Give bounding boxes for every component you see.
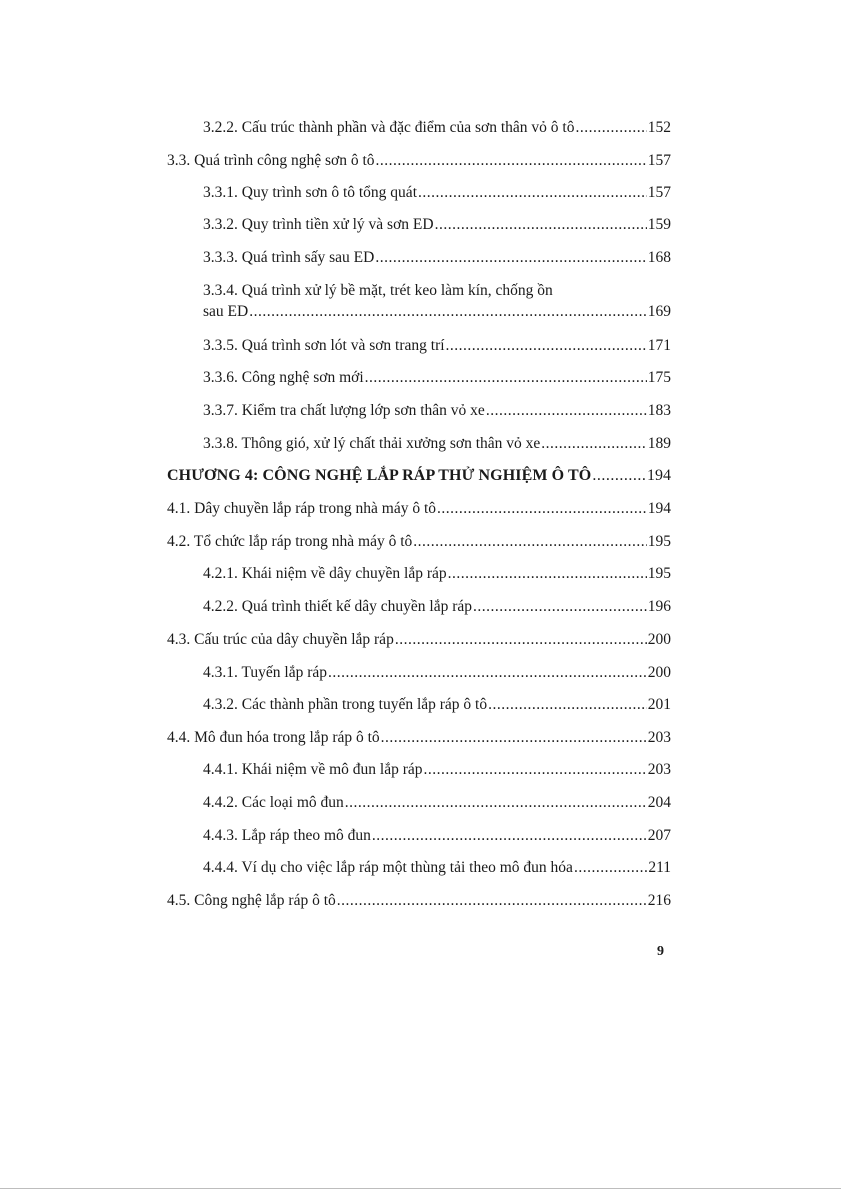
toc-entry-page: 207 [647, 827, 671, 844]
toc-entry-page: 196 [647, 598, 671, 615]
toc-entry [167, 151, 671, 171]
toc-entry-title: 4.5. Công nghệ lắp ráp ô tô [167, 892, 336, 909]
toc-entry-page: 195 [647, 533, 671, 550]
toc-entry [203, 826, 671, 846]
toc-entry-page: 157 [647, 184, 671, 201]
toc-entry [203, 695, 671, 715]
toc-leader-dots [435, 215, 647, 235]
toc-entry [203, 183, 671, 203]
toc-chapter-entry [167, 466, 671, 486]
toc-leader-dots [395, 630, 647, 650]
toc-entry-title: 3.3.1. Quy trình sơn ô tô tổng quát [203, 184, 417, 201]
toc-entry-title: 3.3.6. Công nghệ sơn mới [203, 369, 364, 386]
toc-entry-page: 194 [647, 500, 671, 517]
toc-leader-dots [448, 564, 647, 584]
toc-leader-dots [424, 760, 647, 780]
toc-entry-page: 183 [647, 402, 671, 419]
toc-entry [203, 368, 671, 388]
toc-entry-title: 4.2.2. Quá trình thiết kế dây chuyền lắp ráp [203, 598, 473, 615]
toc-entry-title: 4.3.1. Tuyến lắp ráp [203, 664, 327, 681]
toc-leader-dots [437, 499, 647, 519]
toc-leader-dots [328, 663, 647, 683]
toc-entry [203, 564, 671, 584]
toc-entry-page: 203 [647, 761, 671, 778]
toc-leader-dots [473, 597, 647, 617]
toc-leader-dots [576, 118, 647, 138]
toc-entry [203, 215, 671, 235]
toc-entry-title: 4.4.3. Lắp ráp theo mô đun [203, 827, 371, 844]
toc-entry-page: 200 [647, 664, 671, 681]
toc-entry-page: 157 [647, 152, 671, 169]
toc-entry-title: 3.3.2. Quy trình tiền xử lý và sơn ED [203, 216, 434, 233]
toc-entry-page: 189 [647, 435, 671, 452]
toc-leader-dots [574, 858, 647, 878]
toc-entry-title: 3.3.7. Kiểm tra chất lượng lớp sơn thân vỏ xe [203, 402, 485, 419]
toc-entry-page: 169 [647, 303, 671, 320]
toc-leader-dots [541, 434, 646, 454]
toc-entry-title: 4.4. Mô đun hóa trong lắp ráp ô tô [167, 729, 380, 746]
toc-entry [203, 793, 671, 813]
toc-entry-page: 211 [648, 859, 671, 876]
toc-entry [203, 434, 671, 454]
toc-entry-title: 4.3.2. Các thành phần trong tuyến lắp ráp ô tô [203, 696, 488, 713]
toc-entry-title: 3.3. Quá trình công nghệ sơn ô tô [167, 152, 375, 169]
toc-entry [167, 728, 671, 748]
toc-leader-dots [365, 368, 647, 388]
toc-entry-title: 3.2.2. Cấu trúc thành phần và đặc điểm của sơn thân vỏ ô tô [203, 119, 575, 136]
toc-entry [203, 336, 671, 356]
toc-entry-title: 3.3.3. Quá trình sấy sau ED [203, 249, 375, 266]
toc-entry [167, 891, 671, 911]
toc-entry [203, 401, 671, 421]
toc-entry-page: 195 [647, 565, 671, 582]
toc-leader-dots [418, 183, 647, 203]
toc-leader-dots [446, 336, 647, 356]
toc-entry-page: 203 [647, 729, 671, 746]
toc-entry-title: 4.1. Dây chuyền lắp ráp trong nhà máy ô tô [167, 500, 437, 517]
toc-leader-dots [376, 151, 647, 171]
toc-entry-title: 4.3. Cấu trúc của dây chuyền lắp ráp [167, 631, 394, 648]
toc-entry [203, 760, 671, 780]
toc-entry-title: 3.3.5. Quá trình sơn lót và sơn trang trí [203, 337, 445, 354]
page-edge-divider [0, 1188, 841, 1189]
toc-entry-title: 3.3.8. Thông gió, xử lý chất thải xưởng sơn thân vỏ xe [203, 435, 541, 452]
toc-entry [203, 858, 671, 878]
toc-entry-page: 168 [647, 249, 671, 266]
toc-entry [167, 499, 671, 519]
toc-chapter-title: CHƯƠNG 4: CÔNG NGHỆ LẮP RÁP THỬ NGHIỆM Ô TÔ [167, 467, 592, 484]
toc-entry-title: 4.4.4. Ví dụ cho việc lắp ráp một thùng tải theo mô đun hóa [203, 859, 573, 876]
toc-entry-title: 4.4.1. Khái niệm về mô đun lắp ráp [203, 761, 423, 778]
toc-entry-title: 4.2. Tổ chức lắp ráp trong nhà máy ô tô [167, 533, 413, 550]
toc-entry [203, 302, 671, 322]
toc-leader-dots [337, 891, 647, 911]
toc-entry-page: 171 [647, 337, 671, 354]
toc-leader-dots [375, 248, 646, 268]
toc-leader-dots [249, 302, 647, 322]
toc-leader-dots [381, 728, 647, 748]
toc-entry-page: 216 [647, 892, 671, 909]
toc-entry-title: sau ED [203, 303, 249, 320]
toc-entry-page: 175 [647, 369, 671, 386]
toc-entry-page: 204 [647, 794, 671, 811]
toc-entry-title: 4.4.2. Các loại mô đun [203, 794, 344, 811]
toc-leader-dots [413, 532, 646, 552]
toc-leader-dots [345, 793, 647, 813]
toc-entry-title: 4.2.1. Khái niệm về dây chuyền lắp ráp [203, 565, 447, 582]
toc-entry-page: 159 [647, 216, 671, 233]
toc-entry [167, 630, 671, 650]
toc-entry [203, 248, 671, 268]
toc-leader-dots [592, 466, 646, 486]
page-number: 9 [657, 944, 664, 959]
toc-entry-page: 152 [647, 119, 671, 136]
toc-entry [167, 532, 671, 552]
toc-entry-page: 201 [647, 696, 671, 713]
toc-leader-dots [488, 695, 647, 715]
toc-entry-page: 200 [647, 631, 671, 648]
toc-entry [203, 663, 671, 683]
toc-entry [203, 118, 671, 138]
toc-entry-page: 194 [647, 467, 671, 484]
toc-entry-line1: 3.3.4. Quá trình xử lý bề mặt, trét keo làm kín, chống ồn [203, 282, 553, 299]
toc-entry [203, 597, 671, 617]
toc-leader-dots [372, 826, 647, 846]
toc-leader-dots [486, 401, 647, 421]
